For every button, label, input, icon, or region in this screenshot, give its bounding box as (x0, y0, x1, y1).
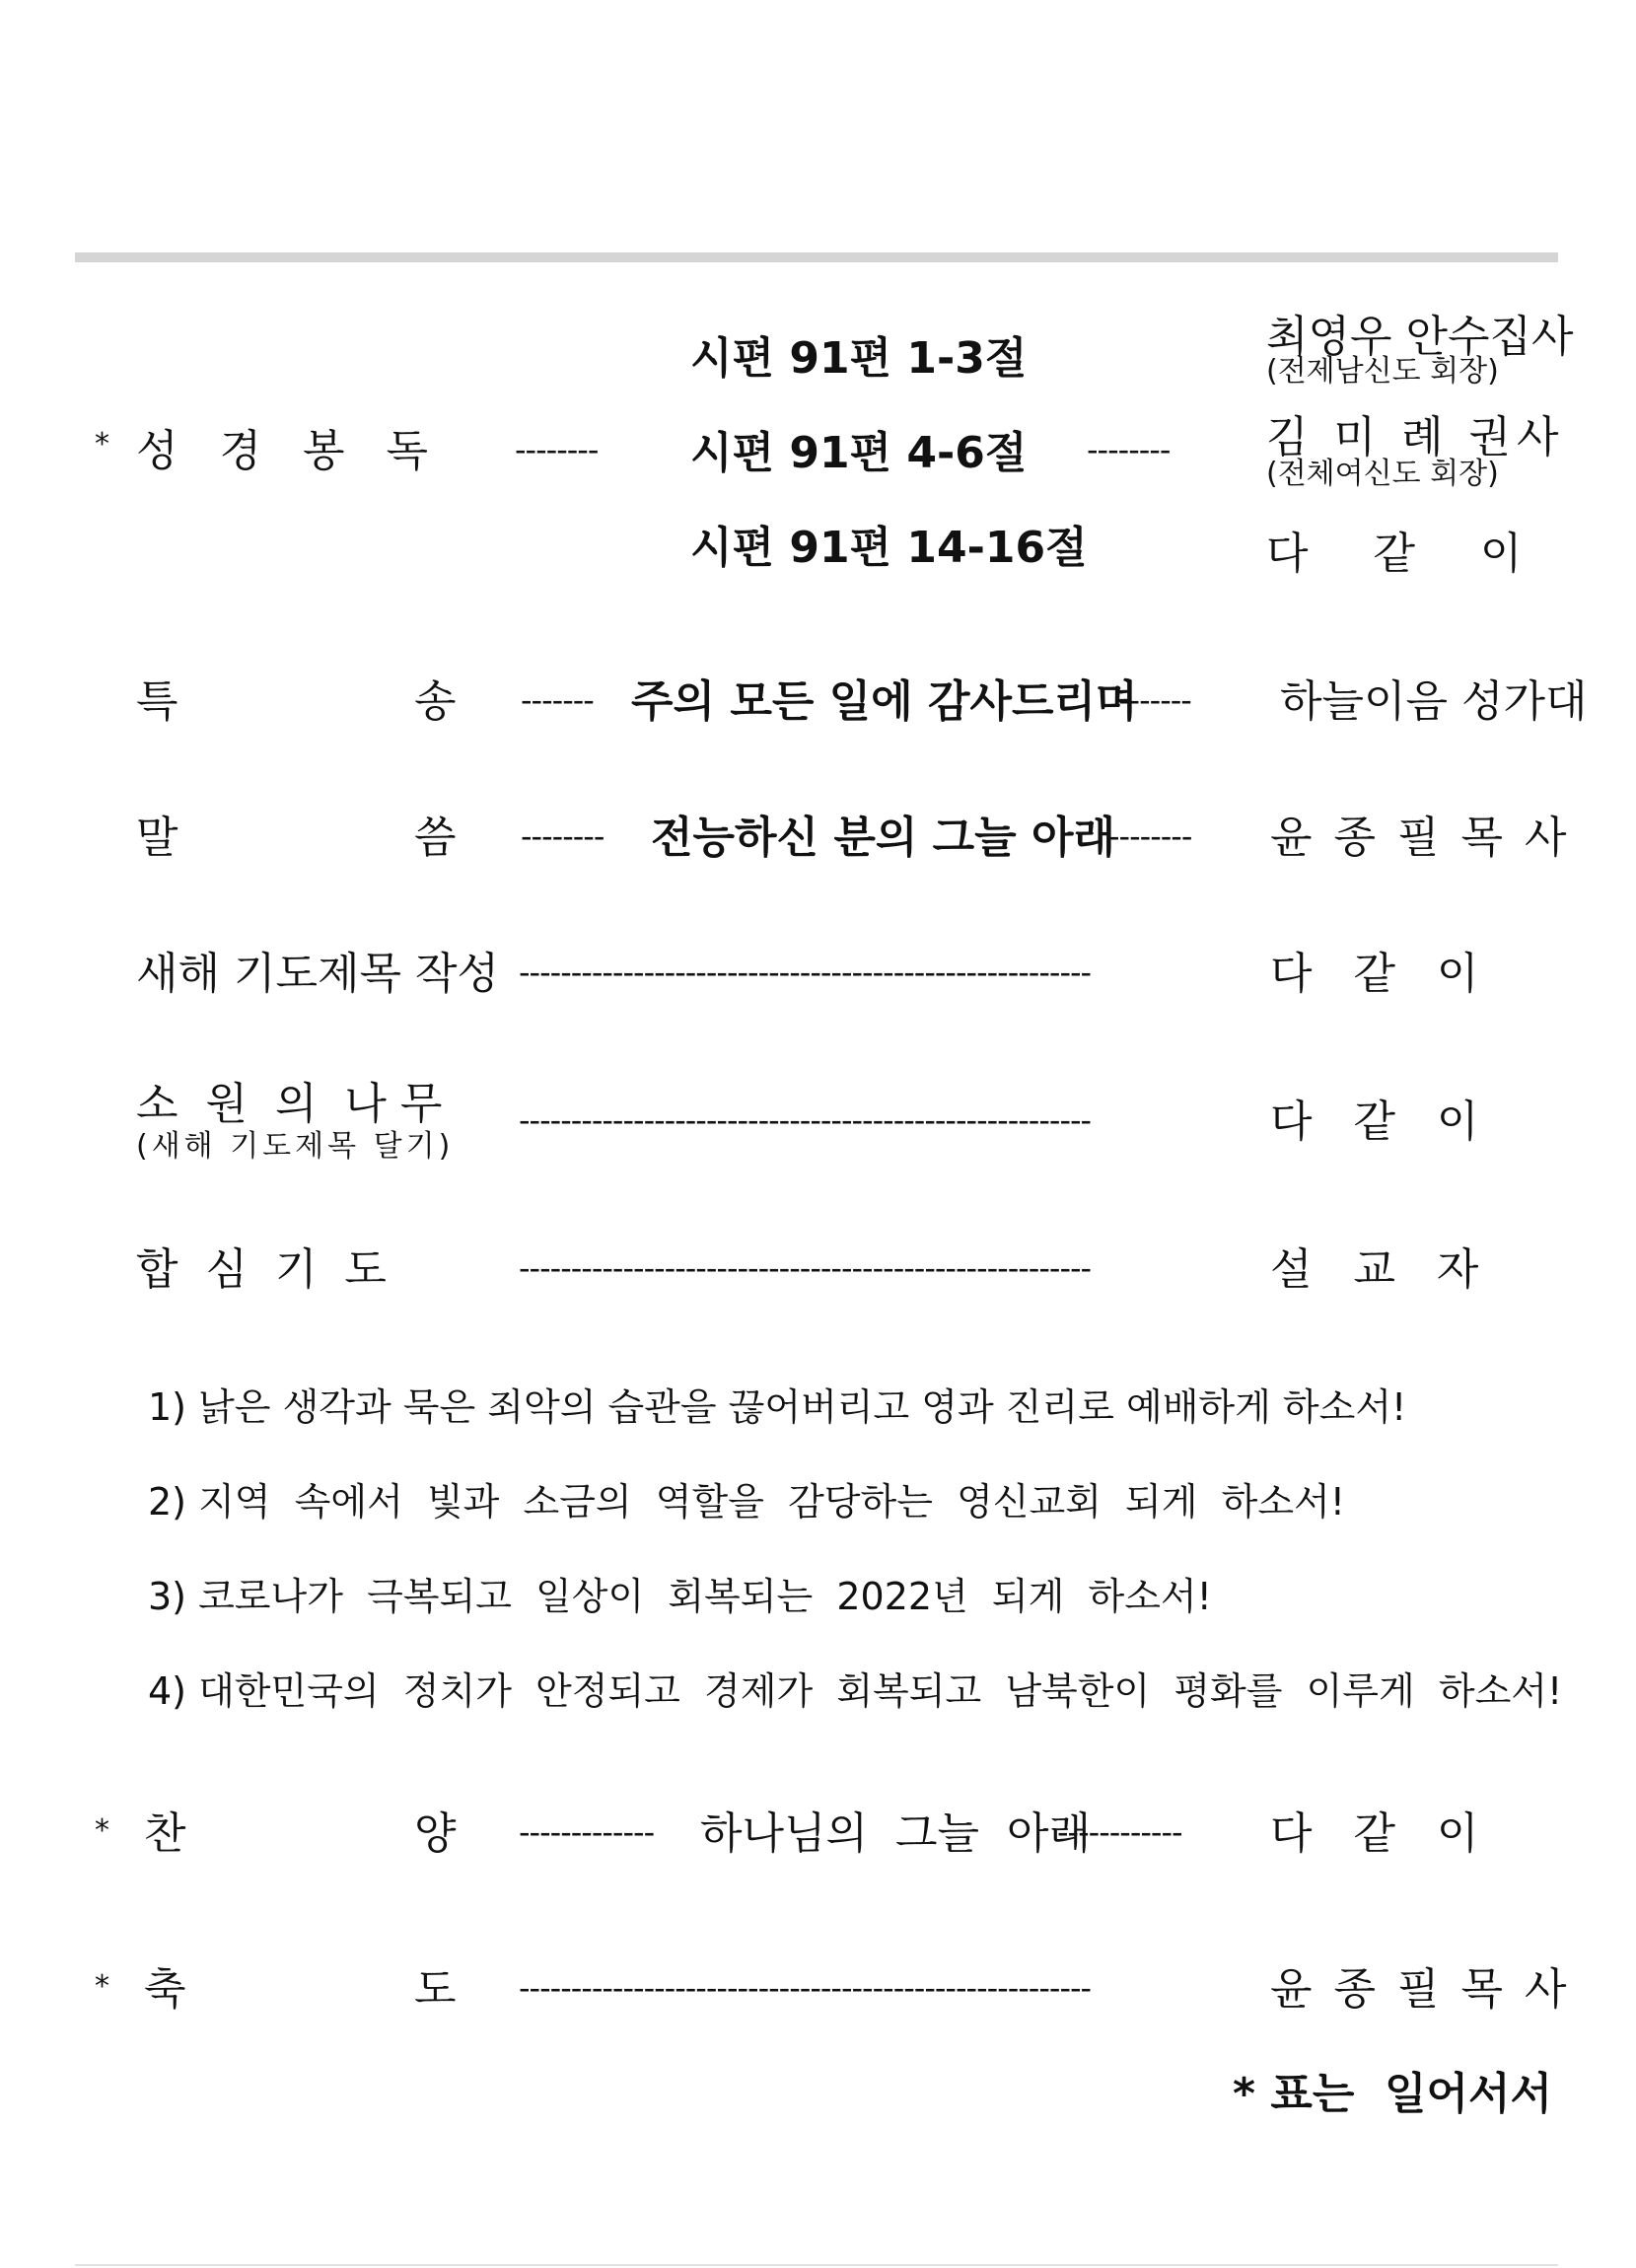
participants: 다 같 이 (1270, 1808, 1479, 1859)
dash-leader: -------- (521, 817, 605, 855)
reader-name: 최영우 안수집사 (1266, 312, 1574, 362)
wish-tree-sublabel: (새해 기도제목 달기) (136, 1129, 455, 1164)
preacher-name: 윤 종 필 목 사 (1270, 1964, 1571, 2015)
dash-leader: -------- (1087, 431, 1171, 468)
dash-leader: ------------------------------------------------------- (519, 954, 1092, 991)
hymn-title: 하나님의 그늘 아래 (700, 1808, 1091, 1859)
benediction-label: 축 (144, 1964, 186, 2015)
header-rule (75, 252, 1558, 262)
sermon-title: 전능하신 분의 그늘 아래 (651, 813, 1115, 863)
hymn-label: 양 (414, 1808, 457, 1859)
dash-leader: ------------------------------------------------------- (519, 1969, 1092, 2007)
dash-leader: ------------- (519, 1813, 655, 1851)
reader-role: (전체여신도 회장) (1266, 457, 1499, 491)
scripture-reading-label: 성 경 봉 독 (136, 426, 442, 476)
special-song-label: 특 (136, 676, 178, 727)
unison-prayer-label: 합 심 기 도 (136, 1244, 387, 1295)
prayer-item: 2) 지역 속에서 빛과 소금의 역할을 감당하는 영신교회 되게 하소서! (148, 1480, 1345, 1524)
footer-rule (75, 2264, 1558, 2266)
dash-leader: ------------------------------------------------------- (519, 1101, 1092, 1139)
dash-leader: ------------------------------------------------------- (519, 1249, 1092, 1287)
participants: 다 같 이 (1270, 949, 1479, 999)
standing-mark: * (95, 1969, 109, 2004)
prayer-titles-label: 새해 기도제목 작성 (136, 949, 500, 999)
prayer-item: 1) 낡은 생각과 묵은 죄악의 습관을 끊어버리고 영과 진리로 예배하게 하소서! (148, 1385, 1407, 1429)
hymn-label: 찬 (144, 1808, 186, 1859)
preacher-name: 윤 종 필 목 사 (1270, 813, 1571, 863)
sermon-label: 말 (136, 813, 178, 863)
reader-role: (전제남신도 회장) (1266, 354, 1499, 389)
standing-mark: * (95, 1813, 109, 1848)
sermon-label: 씀 (414, 813, 457, 863)
scripture-passage: 시편 91편 1-3절 (690, 333, 1028, 384)
prayer-item: 4) 대한민국의 정치가 안정되고 경제가 회복되고 남북한이 평화를 이루게 하소서! (148, 1669, 1563, 1713)
reader-name: 김 미 례 권사 (1266, 412, 1565, 462)
dash-leader: ------- (1118, 681, 1191, 719)
wish-tree-label: 소 원 의 나 무 (136, 1079, 443, 1129)
participants: 다 같 이 (1270, 1097, 1479, 1147)
dash-leader: -------- (515, 431, 599, 468)
standing-mark: * (95, 427, 109, 461)
special-song-label: 송 (414, 676, 457, 727)
standing-footnote: * 표는 일어서서 (1233, 2069, 1552, 2119)
leader-name: 설 교 자 (1270, 1244, 1479, 1295)
prayer-item: 3) 코로나가 극복되고 일상이 회복되는 2022년 되게 하소서! (148, 1575, 1212, 1618)
scripture-passage: 시편 91편 4-6절 (690, 428, 1028, 478)
dash-leader: ------- (521, 681, 594, 719)
dash-leader: ------------ (1057, 1813, 1182, 1851)
reader-name: 다 같 이 (1266, 529, 1529, 579)
special-song-performer: 하늘이음 성가대 (1280, 676, 1588, 727)
special-song-title: 주의 모든 일에 감사드리며 (631, 676, 1138, 727)
benediction-label: 도 (414, 1964, 457, 2015)
scripture-passage: 시편 91편 14-16절 (690, 523, 1088, 573)
dash-leader: -------- (1108, 817, 1192, 855)
